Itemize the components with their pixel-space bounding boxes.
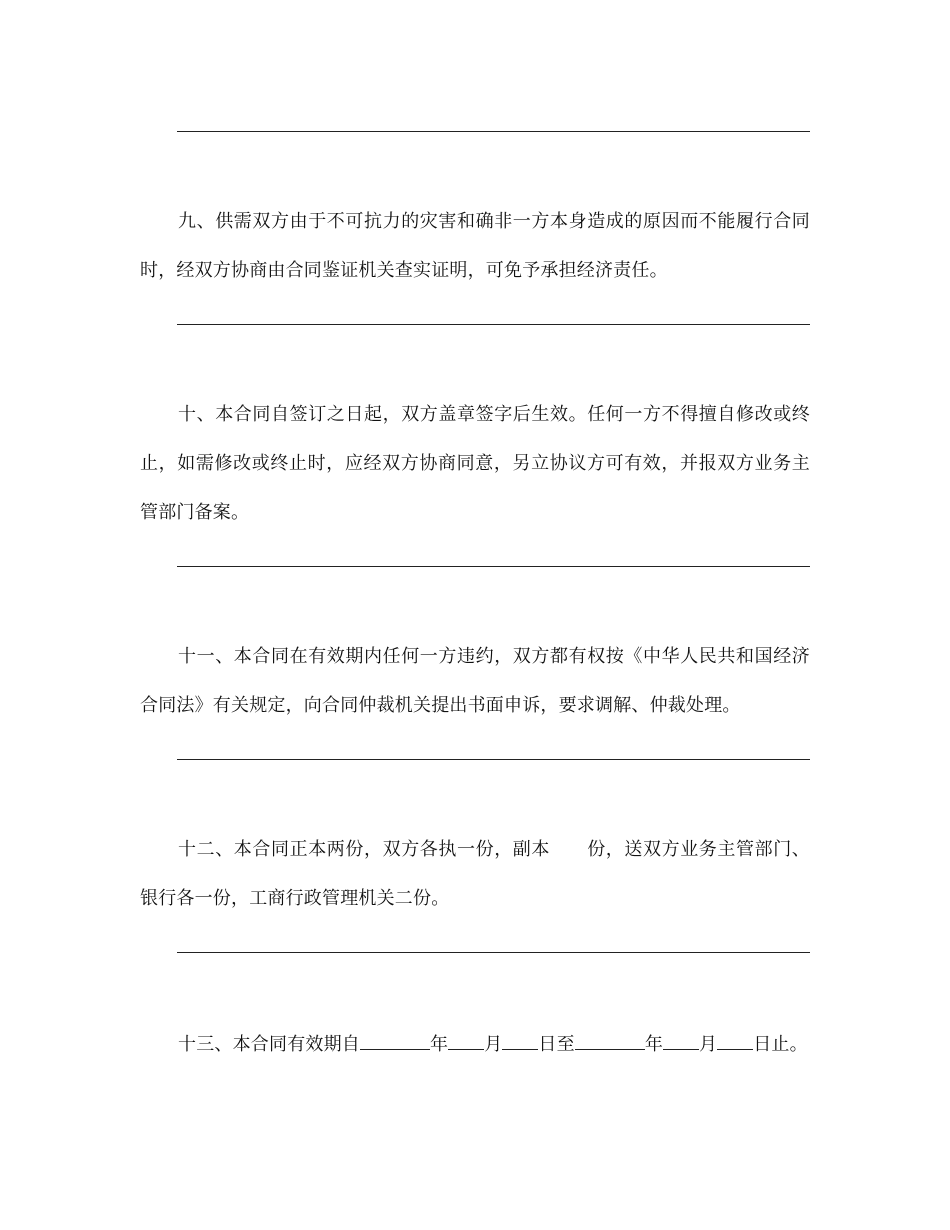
clause-12: 十二、本合同正本两份，双方各执一份，副本 份，送双方业务主管部门、 银行各一份，工商行政管理机关二份。 [140, 839, 810, 909]
start-day-blank[interactable] [502, 1035, 538, 1050]
end-day-blank[interactable] [717, 1035, 753, 1050]
clause-10: 十、本合同自签订之日起，双方盖章签字后生效。任何一方不得擅自修改或终止，如需修改或终止时，应经双方协商同意，另立协议方可有效，并报双方业务主 管部门备案。 [140, 404, 810, 523]
start-day-label: 日至 [538, 1034, 575, 1055]
start-month-label: 月 [484, 1034, 503, 1055]
end-year-blank[interactable] [575, 1035, 645, 1050]
clause-13-prefix: 十三、本合同有效期自 [178, 1034, 360, 1055]
fill-line [177, 131, 810, 132]
fill-line [177, 759, 810, 760]
fill-line [177, 952, 810, 953]
end-month-label: 月 [699, 1034, 718, 1055]
fill-line [177, 566, 810, 567]
start-month-blank[interactable] [448, 1035, 484, 1050]
end-month-blank[interactable] [663, 1035, 699, 1050]
clause-9: 九、供需双方由于不可抗力的灾害和确非一方本身造成的原因而不能履行合同时，经双方协商由合同鉴证机关查实证明，可免予承担经济责任。 [140, 211, 810, 281]
clause-11: 十一、本合同在有效期内任何一方违约，双方都有权按《中华人民共和国经济 合同法》有关规定，向合同仲裁机关提出书面申诉，要求调解、仲裁处理。 [140, 646, 810, 716]
clause-13 [178, 1020, 808, 1069]
start-year-label: 年 [430, 1034, 449, 1055]
start-year-blank[interactable] [360, 1035, 430, 1050]
end-day-label: 日止。 [753, 1034, 808, 1055]
end-year-label: 年 [644, 1034, 664, 1055]
fill-line [177, 324, 810, 325]
